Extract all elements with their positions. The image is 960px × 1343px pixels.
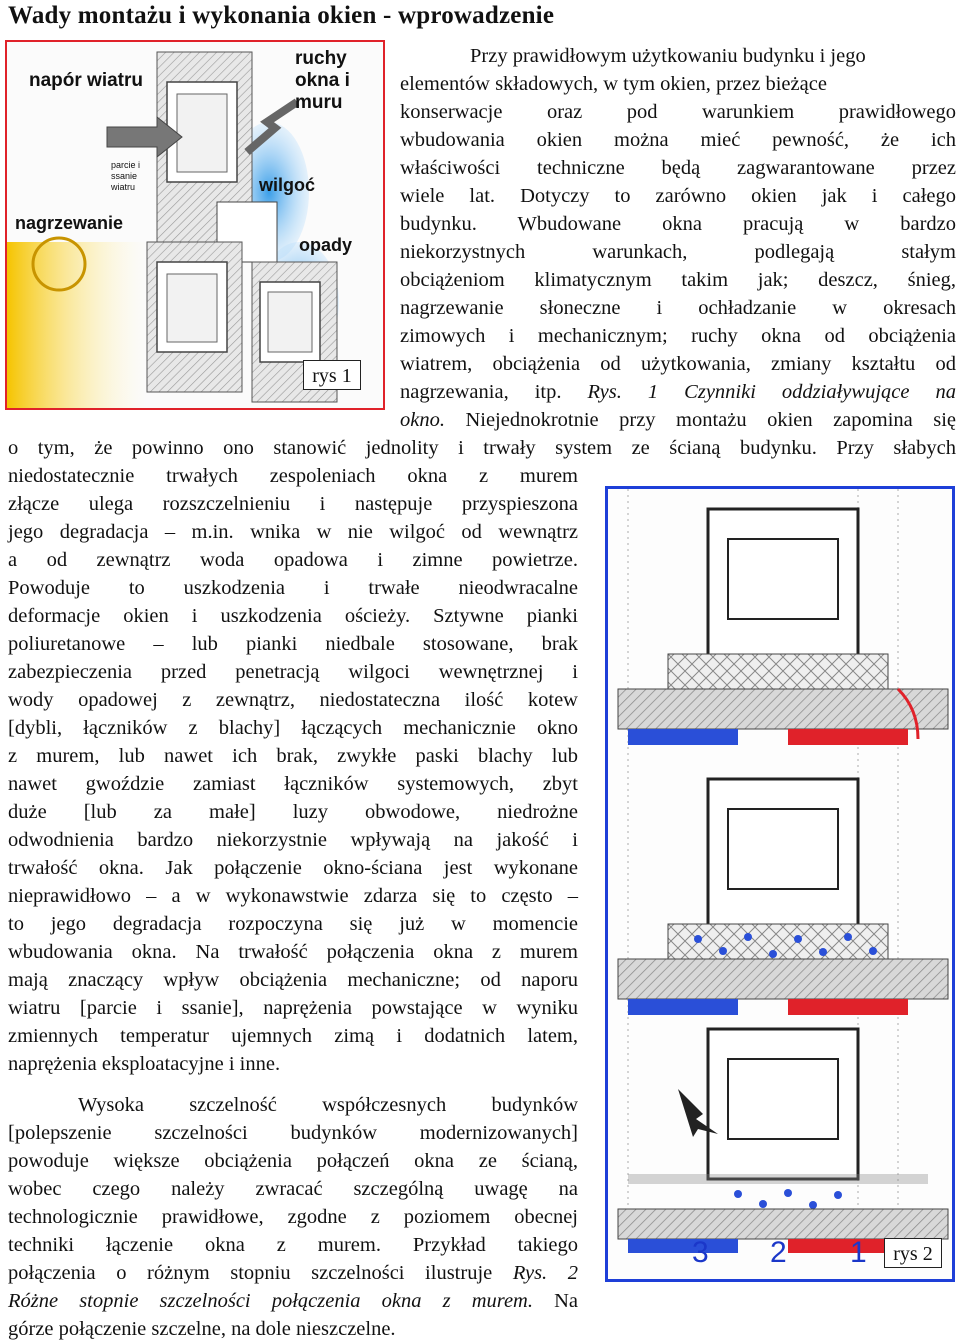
text-line: nieprawidłowo – a w wykonawstwie zdarza się to często – [8,885,578,907]
figure-2-title-reference: Różne stopnie szczelności połączenia okna z murem. [8,1290,533,1312]
text-line [400,406,956,434]
text-line: duże [lub za małe] luzy obwodowe, niedrożne [8,801,578,823]
text-line: Wysoka szczelność współczesnych budynków [78,1094,578,1116]
figure-1-window-loads [5,40,385,410]
text-line: wiele lat. Dotyczy to zarówno okien jak i całego [400,185,956,207]
text-line: wody opadowej z zewnątrz, niedostateczna ilość kotew [8,689,578,711]
level-number-3: 3 [692,1236,709,1269]
text-line: deformacje okien i uszkodzenia ościeży. Sztywne pianki [8,605,578,627]
window-section-lower [147,242,242,392]
text-line: [polepszenie szczelności budynków modernizowanych] [8,1122,578,1144]
text-line: wiatru [parcie i ssanie], naprężenia powstające w wyniku [8,997,578,1019]
text-line: wiatrem, obciążenia od użytkowania, zmiany kształtu od [400,353,956,375]
figure-2-caption: rys 2 [884,1238,942,1268]
text-line: Przy prawidłowym użytkowaniu budynku i jego [470,45,866,67]
figure-2-sealing-levels [605,486,955,1282]
text-line: zimowych i mechanicznym; ruchy okna od obciążenia [400,325,956,347]
text-line: zmiennych temperatur ujemnych zimą i dodatnich latem, [8,1025,578,1047]
figure-1-caption: rys 1 [303,360,361,390]
text-line: powoduje większe obciążenia połączeń okna ze ścianą, [8,1150,578,1172]
figure-1-reference-end: okno. [400,409,445,431]
text-span: Niejednokrotnie przy montażu okien zapomina się [444,409,956,431]
text-line: elementów składowych, w tym okien, przez bieżące [400,73,827,95]
text-line: z murem, lub nawet ich brak, zwykłe paski blachy lub [8,745,578,767]
text-line: mają znaczący wpływ obciążenia mechaniczne; od naporu [8,969,578,991]
text-line [8,1259,578,1287]
text-line: wbudowania okna. Na trwałość połączenia okna z murem [8,941,578,963]
sealing-cross-sections [608,489,952,1279]
text-line: zabezpieczenia przed penetracją wilgoci wewnętrznej i [8,661,578,683]
text-line: poliuretanowe – lub pianki niedbale stosowane, brak [8,633,578,655]
figure-2-reference: Rys. 2 [512,1262,579,1284]
text-line [8,1287,578,1315]
text-line: budynku. Wbudowane okna pracują w bardzo [400,213,956,235]
text-line: o tym, że powinno ono stanowić jednolity i trwały system ze ścianą budynku. Przy słabych [8,437,956,459]
text-line: odwodnienia bardzo niekorzystnie wpływają na jakość i [8,829,578,851]
text-line: jego degradacja – m.in. wnika w nie wilgoć od wewnątrz [8,521,578,543]
text-line: niedostatecznie trwałych zespoleniach okna z murem [8,465,578,487]
text-line: niekorzystnych warunkach, podlegają stałym [400,241,956,263]
text-span: Na [533,1290,579,1312]
label-parcie-i-ssanie: parcie i ssanie wiatru [111,160,141,192]
label-opady: opady [299,235,353,255]
text-line: trwałość okna. Jak połączenie okno-ściana jest wykonane [8,857,578,879]
label-ruchy-okna-i-muru: ruchy okna i muru [295,48,350,113]
text-line [400,378,956,406]
text-line: Powoduje to uszkodzenia i trwałe nieodwracalne [8,577,578,599]
level-number-1: 1 [850,1236,867,1269]
page-title: Wady montażu i wykonania okien - wprowadzenie [8,2,555,29]
text-line: właściwości techniczne będą zagwarantowane przez [400,157,956,179]
text-line: naprężenia eksploatacyjne i inne. [8,1053,281,1075]
text-line: techniki łączenie okna z murem. Przykład takiego [8,1234,578,1256]
text-line: obciążeniom klimatycznym takim jak; deszcz, śnieg, [400,269,956,291]
label-napor-wiatru: napór wiatru [29,70,144,91]
level-number-2: 2 [770,1236,787,1269]
text-line: [dybli, łączników z blachy] łączących mechanicznie okno [8,717,578,739]
text-line: wbudowania okien można mieć pewność, że ich [400,129,956,151]
text-span: nagrzewania, itp. [400,381,588,403]
text-line: konserwacje oraz pod warunkiem prawidłowego [400,101,956,123]
text-span: połączenia o różnym stopniu szczelności ilustruje [8,1262,513,1284]
text-line: to jego degradacja rozpoczyna się już w momencie [8,913,578,935]
text-line: nawet gwoździe zamiast łączników systemowych, zbyt [8,773,578,795]
text-line: nagrzewanie słoneczne i ochładzanie w okresach [400,297,956,319]
section-unsealed [618,1029,948,1253]
label-nagrzewanie: nagrzewanie [15,213,124,233]
text-line: wobec czego należy zwracać szczególną uwagę na [8,1178,578,1200]
figure-1-reference: Rys. 1 Czynniki oddziaływujące na [587,381,956,403]
text-line: technologicznie prawidłowe, zgodne z poziomem obecnej [8,1206,578,1228]
sun-heat-area [7,242,147,408]
text-line: górze połączenie szczelne, na dole nieszczelne. [8,1318,396,1340]
label-wilgoc: wilgoć [259,175,316,195]
text-line: złącze ulega rozszczelnieniu i następuje przyspieszona [8,493,578,515]
text-line: a od zewnątrz woda opadowa i zimne powietrze. [8,549,578,571]
